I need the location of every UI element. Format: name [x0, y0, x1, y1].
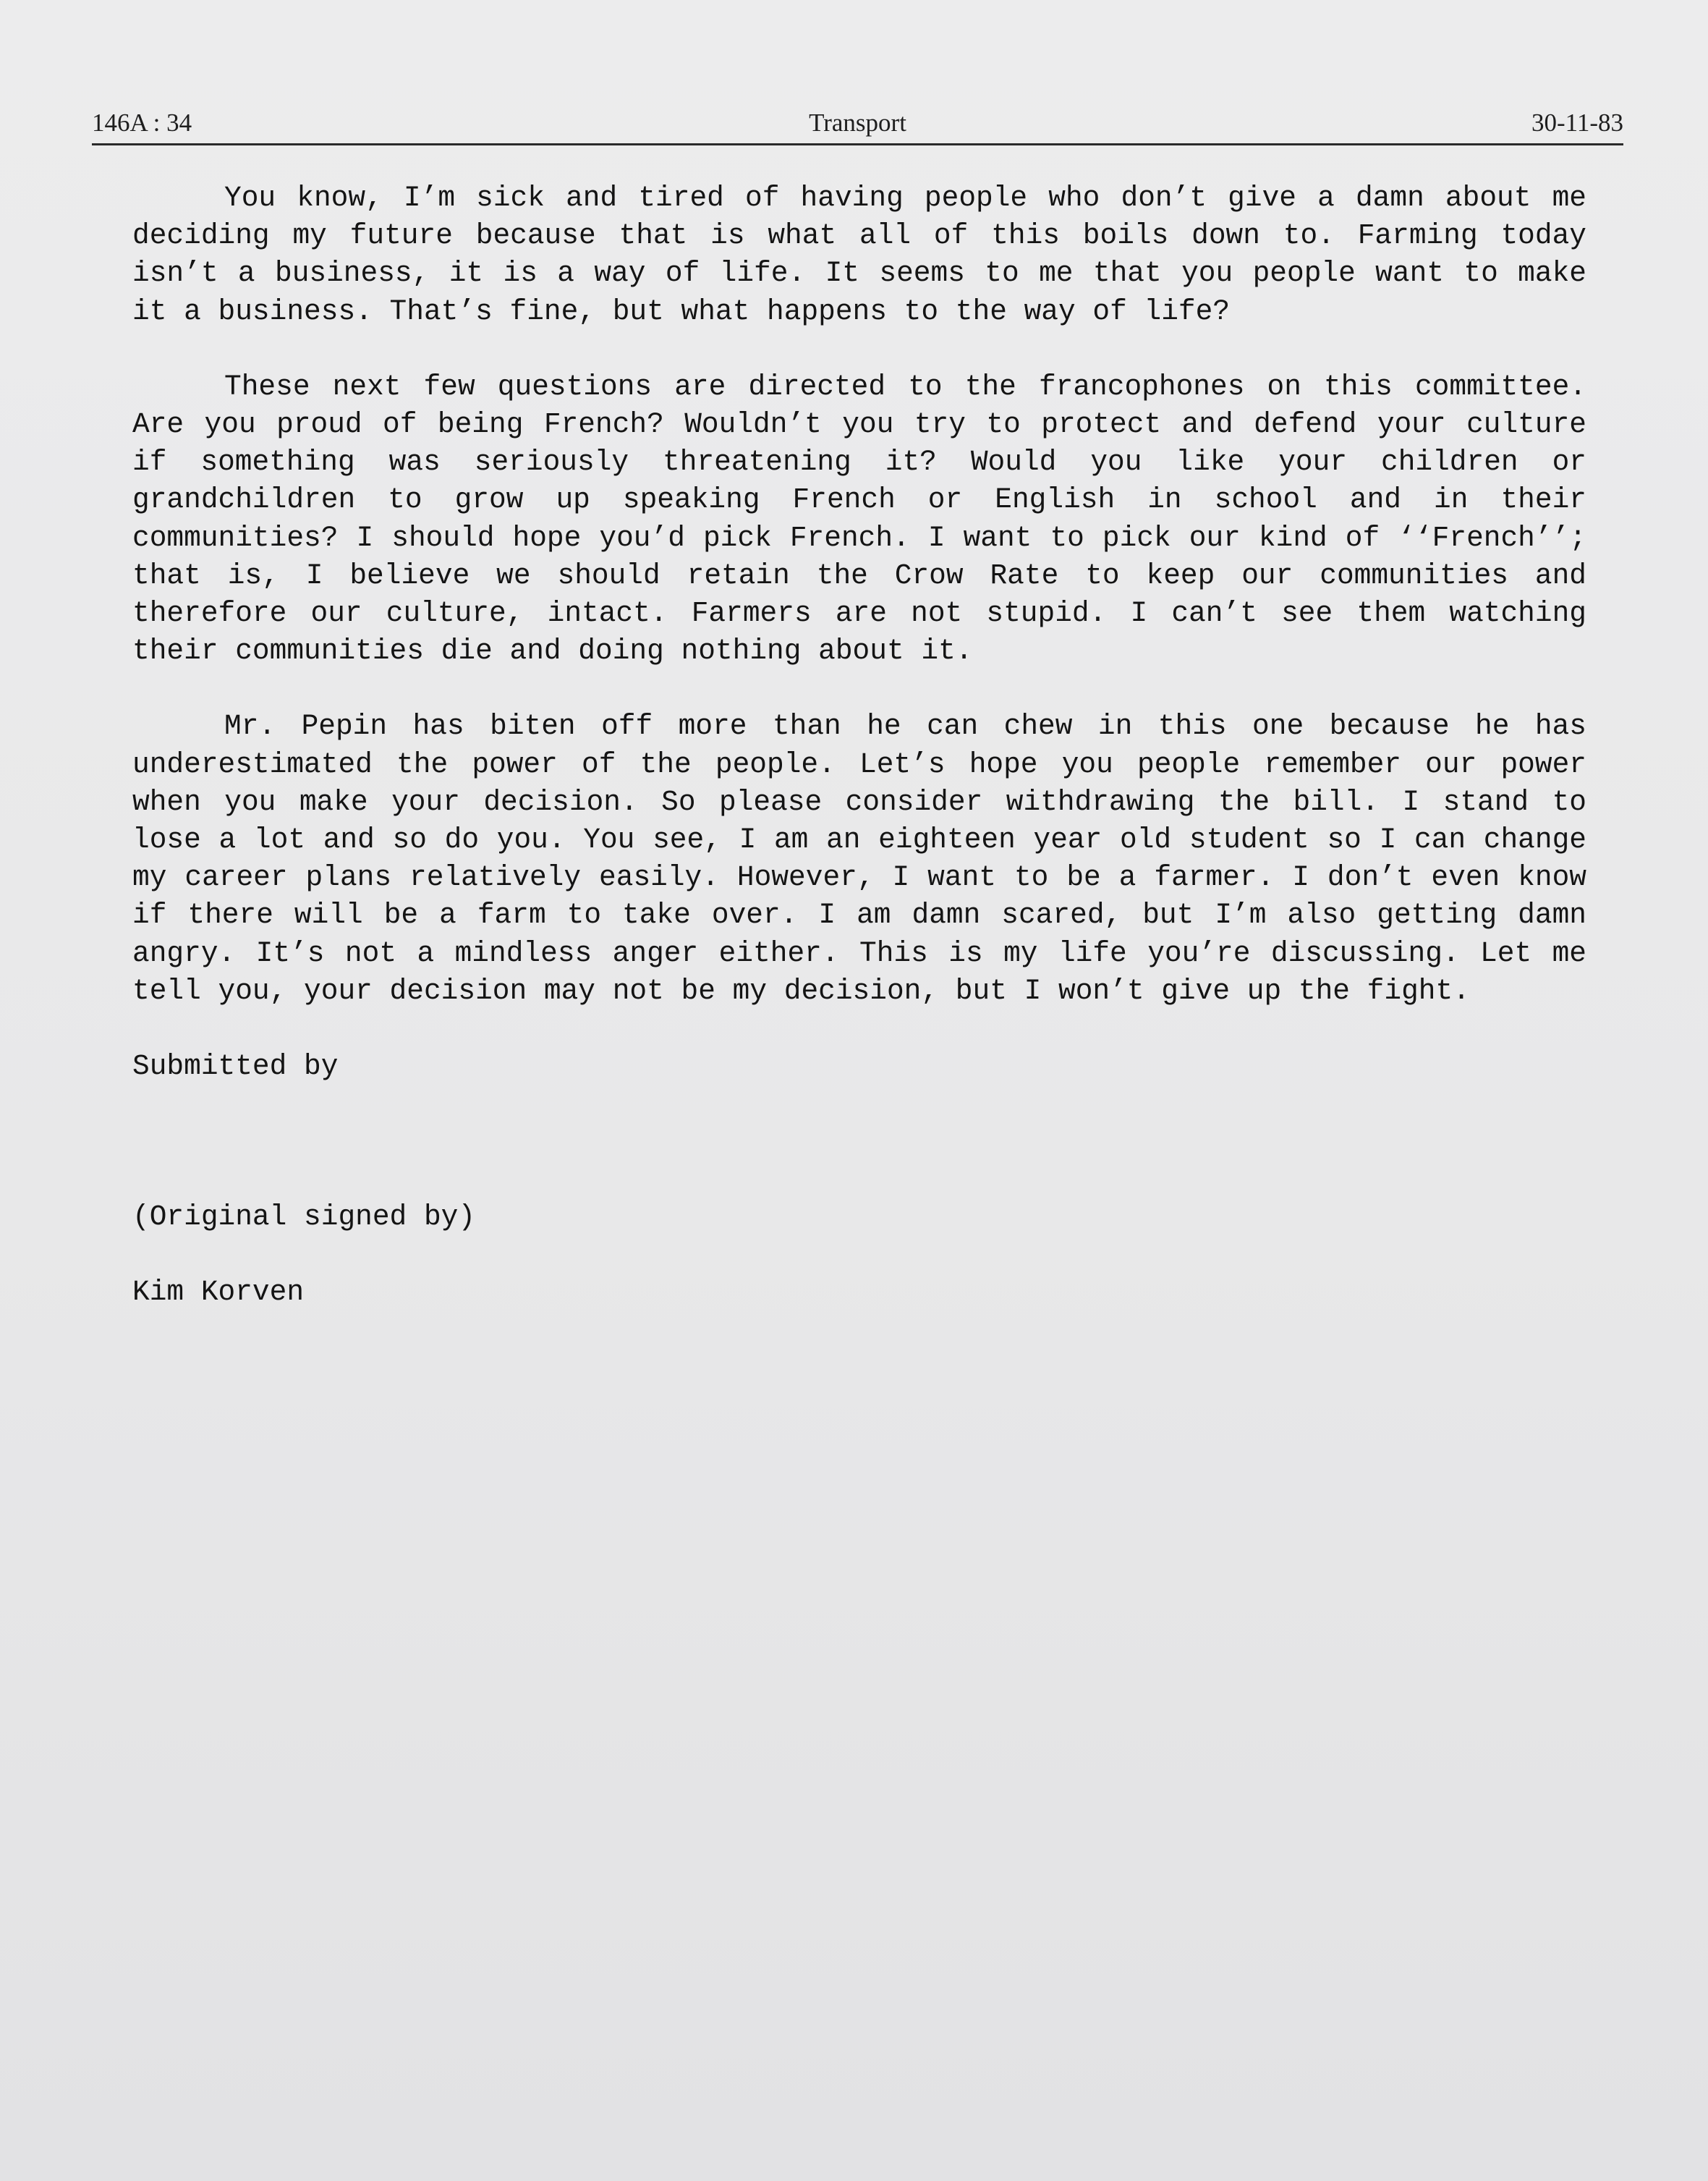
paragraph-3: Mr. Pepin has biten off more than he can chew in this one because he has underestimated the power of the people. Let’s hope you people remember our power when you make your decision. So please consider withdrawing the bill. I stand to lose a lot and so do you. You see, I am an eighteen year old student so I can change my career plans relatively easily. However, I want to be a farmer. I don’t even know if there will be a farm to take over. I am damn scared, but I’m also getting damn angry. It’s not a mindless anger either. This is my life you’re discussing. Let me tell you, your decision may not be my decision, but I won’t give up the fight. — [132, 710, 1586, 1007]
header-page-number: 146A : 34 — [92, 109, 192, 137]
paragraph-1: You know, I’m sick and tired of having people who don’t give a damn about me deciding my future because that is what all of this boils down to. Farming today isn’t a business, it is a way of life. It seems to me that you people want to make it a business. That’s fine, but what happens to the way of life? — [132, 182, 1586, 328]
page-header — [92, 107, 1623, 145]
header-title: Transport — [809, 109, 906, 137]
paragraph-2: These next few questions are directed to the francophones on this committee. Are you proud of being French? Wouldn’t you try to protect and defend your culture if something was seriously threatening it? Would you like your children or grandchildren to grow up speaking French or English in school and in their communities? I should hope you’d pick French. I want to pick our kind of ‘‘French’’; that is, I believe we should retain the Crow Rate to keep our communities and therefore our culture, intact. Farmers are not stupid. I can’t see them watching their communities die and doing nothing about it. — [132, 370, 1586, 668]
signer-name: Kim Korven — [132, 1276, 305, 1309]
original-signed-line: (Original signed by) — [132, 1200, 476, 1234]
document-body — [132, 179, 1586, 1312]
submitted-by-line: Submitted by — [132, 1050, 339, 1083]
header-date: 30-11-83 — [1531, 109, 1623, 137]
